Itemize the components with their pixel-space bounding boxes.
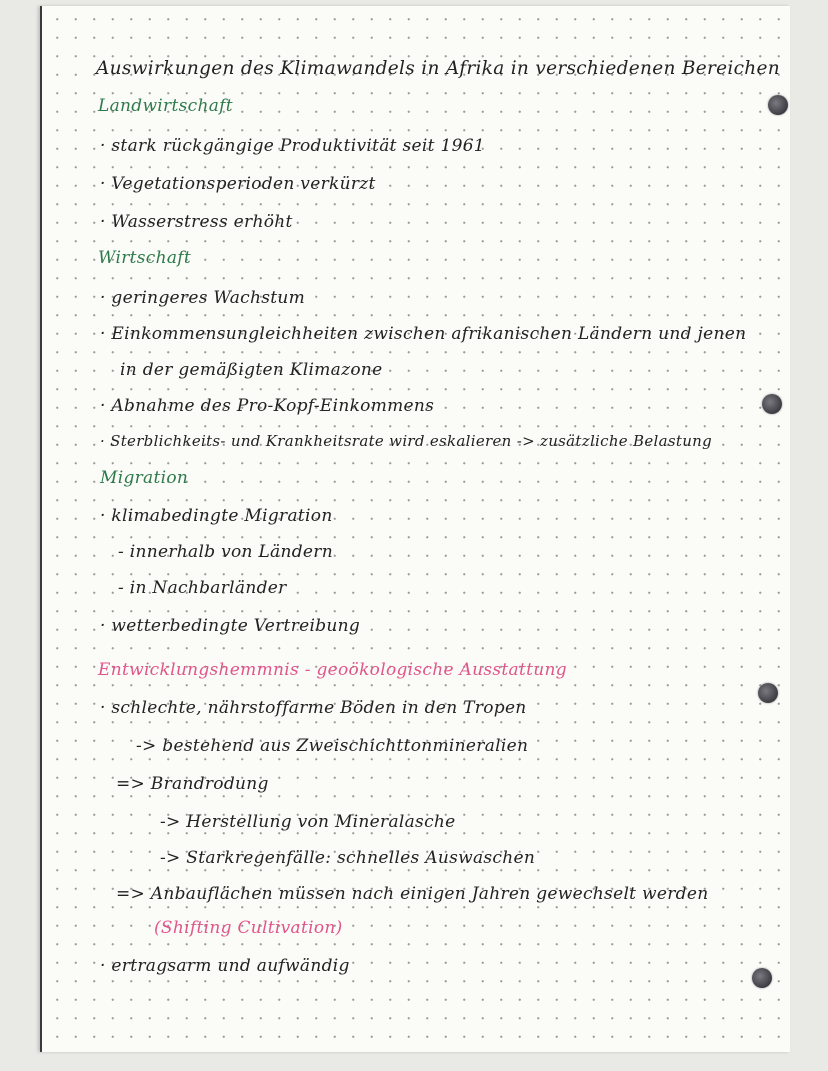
list-item: · Einkommensungleichheiten zwischen afrikanischen Ländern und jenen bbox=[100, 324, 747, 344]
list-item: · Vegetationsperioden verkürzt bbox=[100, 174, 376, 194]
list-item: in der gemäßigten Klimazone bbox=[120, 360, 383, 380]
binder-hole bbox=[762, 394, 782, 414]
list-item: => Brandrodung bbox=[116, 774, 269, 794]
list-item: · stark rückgängige Produktivität seit 1961 bbox=[100, 136, 485, 156]
list-item: · ertragsarm und aufwändig bbox=[100, 956, 350, 976]
list-item: · schlechte, nährstoffarme Böden in den Tropen bbox=[100, 698, 527, 718]
heading-wirtschaft: Wirtschaft bbox=[98, 248, 192, 268]
list-item: · geringeres Wachstum bbox=[100, 288, 306, 308]
binder-hole bbox=[768, 95, 788, 115]
list-item: (Shifting Cultivation) bbox=[154, 918, 343, 938]
list-item: - in Nachbarländer bbox=[118, 578, 287, 598]
list-item: · Sterblichkeits- und Krankheitsrate wird eskalieren -> zusätzliche Belastung bbox=[100, 432, 713, 450]
page-title: Auswirkungen des Klimawandels in Afrika in verschiedenen Bereichen bbox=[96, 58, 780, 79]
binder-hole bbox=[752, 968, 772, 988]
heading-entwicklungshemmnis: Entwicklungshemmnis - geoökologische Ausstattung bbox=[98, 660, 567, 680]
list-item: -> bestehend aus Zweischichttonmineralien bbox=[136, 736, 529, 756]
list-item: - innerhalb von Ländern bbox=[118, 542, 333, 562]
heading-landwirtschaft: Landwirtschaft bbox=[98, 96, 233, 116]
list-item: · wetterbedingte Vertreibung bbox=[100, 616, 361, 636]
notebook-page bbox=[40, 6, 790, 1052]
heading-migration: Migration bbox=[100, 468, 189, 488]
list-item: · Wasserstress erhöht bbox=[100, 212, 293, 232]
list-item: · Abnahme des Pro-Kopf-Einkommens bbox=[100, 396, 435, 416]
list-item: -> Starkregenfälle: schnelles Auswaschen bbox=[160, 848, 536, 868]
list-item: => Anbauflächen müssen nach einigen Jahren gewechselt werden bbox=[116, 884, 709, 904]
list-item: -> Herstellung von Mineralasche bbox=[160, 812, 456, 832]
list-item: · klimabedingte Migration bbox=[100, 506, 333, 526]
binder-hole bbox=[758, 683, 778, 703]
